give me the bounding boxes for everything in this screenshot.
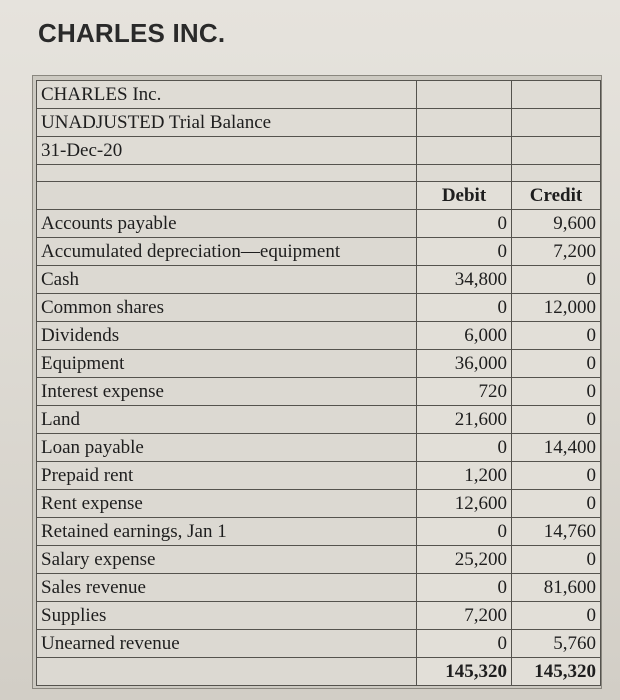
credit-value: 9,600 (512, 210, 601, 238)
account-name: Loan payable (37, 434, 417, 462)
account-name: Equipment (37, 350, 417, 378)
account-name: Rent expense (37, 490, 417, 518)
table-row (37, 518, 601, 546)
debit-value: 21,600 (417, 406, 512, 434)
table-row (37, 602, 601, 630)
account-name: Interest expense (37, 378, 417, 406)
trial-balance-table (36, 80, 601, 686)
table-row (37, 210, 601, 238)
account-name: Dividends (37, 322, 417, 350)
account-name: Land (37, 406, 417, 434)
credit-value: 0 (512, 406, 601, 434)
company-name: CHARLES Inc. (37, 81, 417, 109)
debit-value: 36,000 (417, 350, 512, 378)
debit-value: 1,200 (417, 462, 512, 490)
credit-value: 0 (512, 490, 601, 518)
debit-value: 0 (417, 210, 512, 238)
credit-total: 145,320 (512, 658, 601, 686)
credit-value: 81,600 (512, 574, 601, 602)
header-row-date (37, 137, 601, 165)
account-name: Common shares (37, 294, 417, 322)
credit-value: 0 (512, 378, 601, 406)
totals-row (37, 658, 601, 686)
debit-value: 7,200 (417, 602, 512, 630)
credit-value: 0 (512, 266, 601, 294)
credit-value: 0 (512, 462, 601, 490)
account-name: Retained earnings, Jan 1 (37, 518, 417, 546)
debit-value: 0 (417, 518, 512, 546)
table-row (37, 406, 601, 434)
credit-value: 7,200 (512, 238, 601, 266)
account-name: Cash (37, 266, 417, 294)
credit-value: 12,000 (512, 294, 601, 322)
page-title: CHARLES INC. (38, 18, 226, 48)
credit-column-header: Credit (512, 182, 601, 210)
debit-value: 0 (417, 238, 512, 266)
table-row (37, 462, 601, 490)
debit-value: 12,600 (417, 490, 512, 518)
credit-value: 0 (512, 602, 601, 630)
credit-value: 5,760 (512, 630, 601, 658)
debit-value: 0 (417, 434, 512, 462)
credit-value: 0 (512, 322, 601, 350)
table-row (37, 630, 601, 658)
account-name: Unearned revenue (37, 630, 417, 658)
spacer-row (37, 165, 601, 182)
table-row (37, 294, 601, 322)
credit-value: 14,760 (512, 518, 601, 546)
account-name: Accounts payable (37, 210, 417, 238)
account-name: Salary expense (37, 546, 417, 574)
debit-value: 0 (417, 294, 512, 322)
debit-value: 720 (417, 378, 512, 406)
table-row (37, 322, 601, 350)
account-name: Accumulated depreciation—equipment (37, 238, 417, 266)
statement-date: 31-Dec-20 (37, 137, 417, 165)
table-row (37, 350, 601, 378)
credit-value: 14,400 (512, 434, 601, 462)
debit-value: 0 (417, 574, 512, 602)
table-row (37, 378, 601, 406)
statement-title: UNADJUSTED Trial Balance (37, 109, 417, 137)
credit-value: 0 (512, 350, 601, 378)
debit-value: 25,200 (417, 546, 512, 574)
table-row (37, 266, 601, 294)
debit-value: 0 (417, 630, 512, 658)
table-row (37, 238, 601, 266)
credit-value: 0 (512, 546, 601, 574)
header-row-company (37, 81, 601, 109)
account-name: Supplies (37, 602, 417, 630)
column-header-row (37, 182, 601, 210)
account-name: Prepaid rent (37, 462, 417, 490)
table-row (37, 490, 601, 518)
account-name: Sales revenue (37, 574, 417, 602)
debit-total: 145,320 (417, 658, 512, 686)
table-row (37, 574, 601, 602)
table-row (37, 434, 601, 462)
debit-value: 34,800 (417, 266, 512, 294)
header-row-statement (37, 109, 601, 137)
debit-value: 6,000 (417, 322, 512, 350)
debit-column-header: Debit (417, 182, 512, 210)
table-row (37, 546, 601, 574)
